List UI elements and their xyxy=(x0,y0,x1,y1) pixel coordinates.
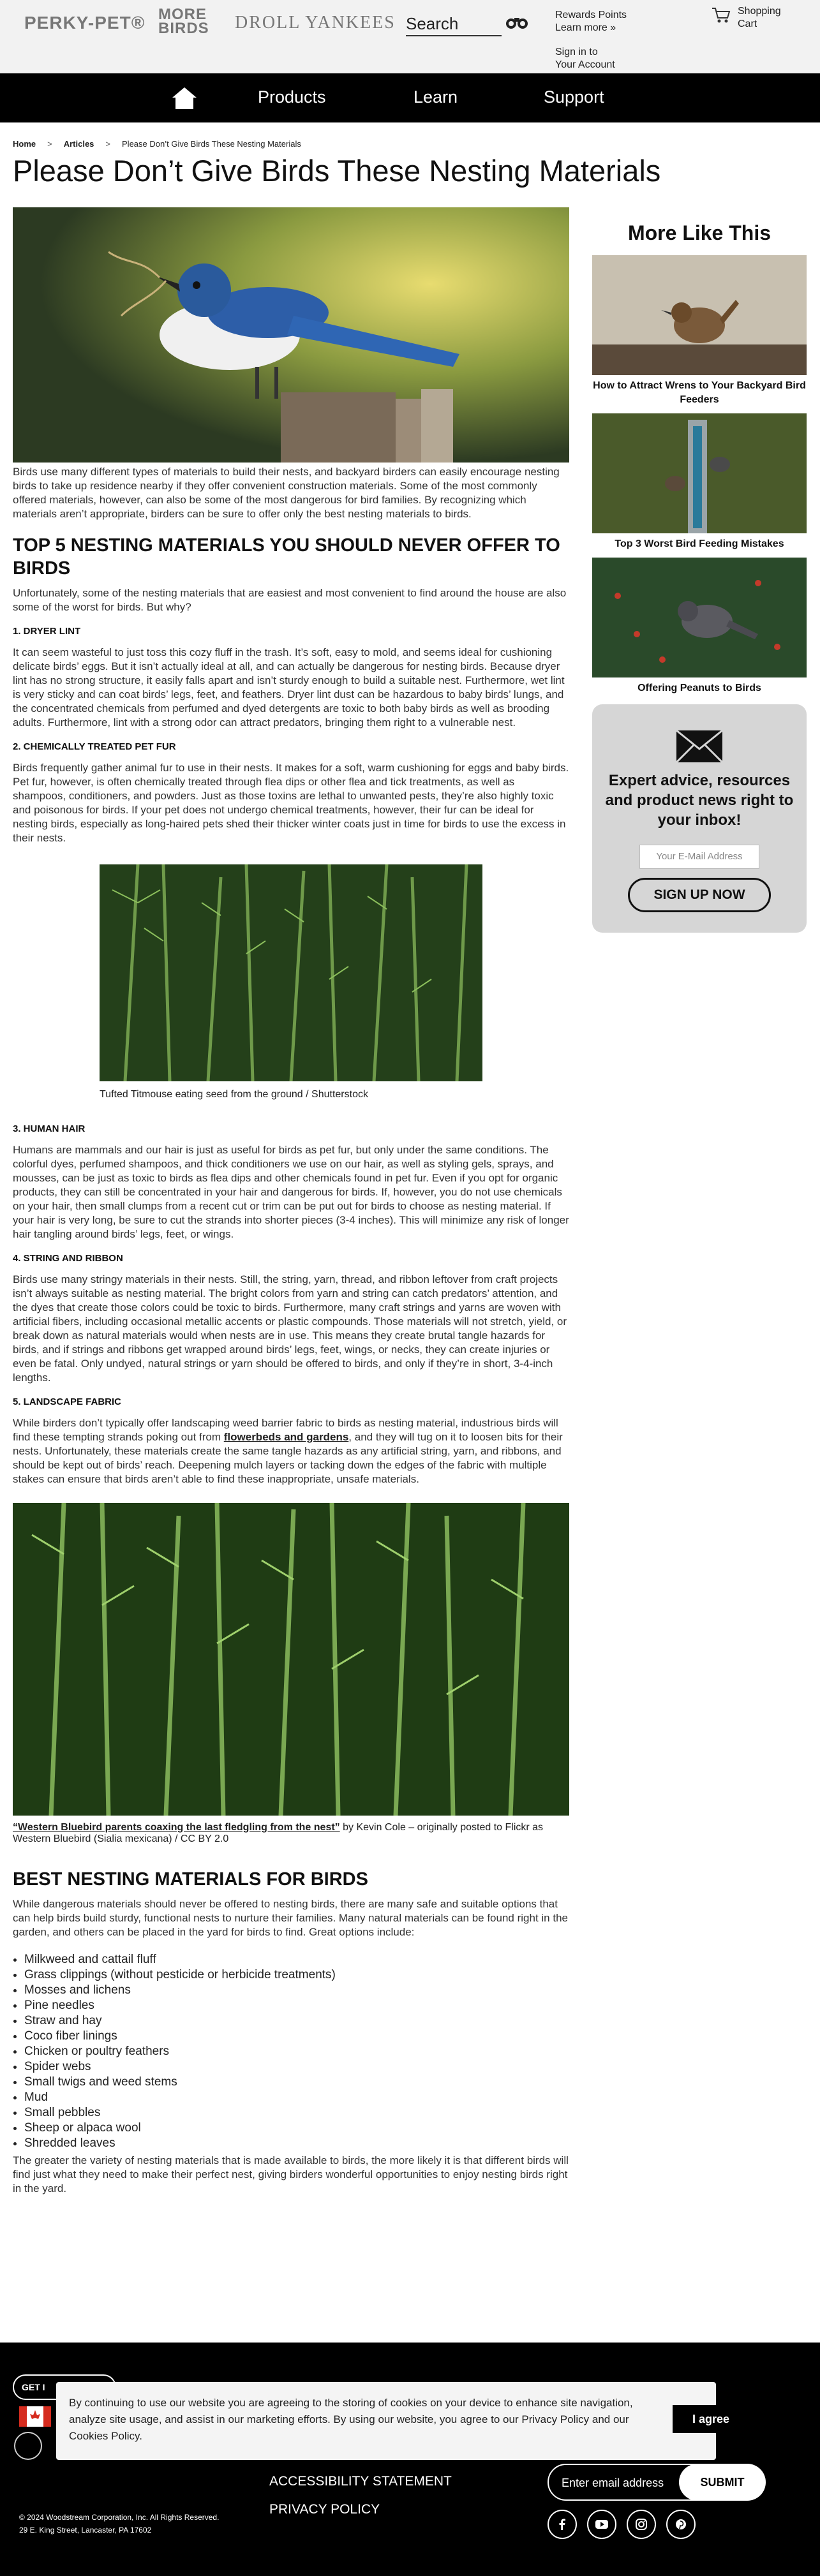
breadcrumb-articles[interactable]: Articles xyxy=(63,139,94,149)
figure-rosemary-small xyxy=(100,864,482,1100)
canada-flag-icon[interactable] xyxy=(19,2406,51,2427)
perky-pet-logo[interactable]: PERKY-PET® xyxy=(24,13,145,33)
nav-products[interactable]: Products xyxy=(258,87,326,107)
list-item: • Chicken or poultry feathers xyxy=(24,2044,569,2059)
copyright xyxy=(19,2511,219,2536)
list-item: • Pine needles xyxy=(24,1998,569,2013)
newsletter-message: Expert advice, resources and product news right to your inbox! xyxy=(605,772,794,829)
figure-caption: Tufted Titmouse eating seed from the ground / Shutterstock xyxy=(100,1089,368,1100)
cart-icon xyxy=(711,6,731,24)
human-hair-heading: 3. HUMAN HAIR xyxy=(13,1123,86,1134)
sign-in-label: Sign in to xyxy=(555,47,598,57)
caption-credit: by Kevin Cole – originally posted to Flickr as Western Bluebird (Sialia mexicana) / CC BY 2.0 xyxy=(13,1822,544,1844)
cart-label-2: Cart xyxy=(738,19,757,29)
list-item: • Mosses and lichens xyxy=(24,1983,569,1998)
binoculars-icon[interactable] xyxy=(505,14,528,31)
card-caption[interactable]: Offering Peanuts to Birds xyxy=(637,683,761,693)
more-birds-logo[interactable]: MORE BIRDS xyxy=(158,6,209,37)
footer-email-input[interactable]: Enter email address xyxy=(548,2464,704,2501)
list-item: • Small twigs and weed stems xyxy=(24,2075,569,2090)
top-header xyxy=(0,0,820,73)
section-heading-best: BEST NESTING MATERIALS FOR BIRDS xyxy=(13,1869,368,1890)
pet-fur-text: Birds frequently gather animal fur to use in their nests. It makes for a soft, warm cushioning for eggs and baby birds. Pet fur, however, is often chemically treated through flea dips or other flea and tick treatments, as well as shampoos, conditioners, and powders. Just as those toxins are lethal to unwanted pests, they’re also highly toxic and poisonous for birds. If your pet does not undergo chemical treatments, however, their fur can be ideal for nesting birds, especially as long-haired pets shed their thicker winter coats just in time for birds to use the excess in their nests. xyxy=(13,762,569,844)
peanut-bird-image xyxy=(592,558,807,677)
card-caption[interactable]: Top 3 Worst Bird Feeding Mistakes xyxy=(615,538,784,549)
list-item: • Small pebbles xyxy=(24,2105,569,2121)
shopping-cart-link[interactable] xyxy=(711,5,781,31)
youtube-icon[interactable] xyxy=(587,2510,616,2539)
accessibility-icon[interactable] xyxy=(14,2432,42,2460)
learn-more-link[interactable]: Learn more » xyxy=(555,22,616,33)
rewards-links xyxy=(555,9,627,34)
breadcrumb-sep: > xyxy=(47,139,52,149)
copyright-line: © 2024 Woodstream Corporation, Inc. All Rights Reserved. xyxy=(19,2513,220,2522)
list-item: • Mud xyxy=(24,2090,569,2105)
sidebar-heading: More Like This xyxy=(627,221,772,244)
best-intro: While dangerous materials should never be offered to nesting birds, there are many safe and suitable options that can help birds build sturdy, functional nests to nurture their families. Many natural materials can be found right in the garden, and others can be placed in the yard for birds to find. Great options include: xyxy=(13,1898,568,1938)
list-item: • Sheep or alpaca wool xyxy=(24,2121,569,2136)
list-item: • Shredded leaves xyxy=(24,2136,569,2151)
landscape-text-a: While birders don’t typically offer landscaping weed barrier fabric to birds as nesting material, industrious birds will find these tempting strands poking out from xyxy=(13,1417,558,1443)
card-caption[interactable]: How to Attract Wrens to Your Backyard Bird Feeders xyxy=(593,380,806,405)
human-hair-text: Humans are mammals and our hair is just as useful for birds as pet fur, but only under the same conditions. The colorful dyes, perfumed shampoos, and thick conditioners we use on our hair, as well as styling gels, sprays, and mousses, can be just as toxic to birds as flea dips and other chemicals found in pet fur. Even if you opt for organic products, they can still be concentrated in your hair and dangerous for birds. If, however, you do not use chemicals on your hair, then small clumps from a recent cut or trim can be put out for birds to choose as nesting material. If your hair is very long, be sure to cut the strands into shorter pieces (3-4 inches). This will minimize any risk of longer hair tangling around birds’ legs, feet, or wings. xyxy=(13,1144,569,1240)
list-item: • Spider webs xyxy=(24,2059,569,2075)
dryer-lint-text: It can seem wasteful to just toss this cozy fluff in the trash. It’s soft, easy to mold, and seems ideal for cushioning delicate birds’ eggs. But it isn’t actually ideal at all, and can actually be dangerous for nesting birds. Because dryer lint has no strong structure, it easily falls apart and isn’t sturdy enough to build a suitable nest. Furthermore, wet lint is very sticky and can coat birds’ legs, feet, and feathers. Dryer lint dust can be hazardous to baby birds’ lungs, and the concentrated chemicals from perfumed and dyed detergents are toxic to both baby birds as well as brooding adults. Furthermore, lint with a strong odor can attract predators, bringing them right to a vulnerable nest. xyxy=(13,646,565,729)
wren-image xyxy=(592,255,807,375)
landscape-fabric-heading: 5. LANDSCAPE FABRIC xyxy=(13,1396,122,1407)
list-item: • Straw and hay xyxy=(24,2013,569,2029)
dryer-lint-heading: 1. DRYER LINT xyxy=(13,626,81,637)
bluebird-photo-link[interactable]: “Western Bluebird parents coaxing the last fledgling from the nest” xyxy=(13,1822,340,1833)
privacy-link[interactable]: PRIVACY POLICY xyxy=(269,2502,380,2517)
hero-image-bluejay xyxy=(13,207,569,463)
signup-button[interactable]: SIGN UP NOW xyxy=(628,878,771,912)
bluejay-illustration xyxy=(13,207,569,463)
cart-label-1: Shopping xyxy=(738,6,781,17)
envelope-icon xyxy=(676,730,723,763)
home-icon[interactable] xyxy=(171,86,198,110)
list-item: • Coco fiber linings xyxy=(24,2029,569,2044)
facebook-icon[interactable] xyxy=(548,2510,577,2539)
rosemary-image xyxy=(100,864,482,1081)
newsletter-email-field[interactable]: Your E-Mail Address xyxy=(639,845,759,869)
page-title: Please Don’t Give Birds These Nesting Materials xyxy=(13,154,661,188)
flowerbeds-gardens-link[interactable]: flowerbeds and gardens xyxy=(223,1431,349,1443)
footer-links xyxy=(269,2468,452,2524)
droll-yankees-logo[interactable]: DROLL YANKEES xyxy=(235,13,396,33)
closing-paragraph: The greater the variety of nesting materials that is made available to birds, the more likely it is that different birds will find just what they need to make their perfect nest, giving birders wonderful opportunities to enjoy nesting birds right in the yard. xyxy=(13,2154,569,2195)
nav-learn[interactable]: Learn xyxy=(414,87,458,107)
string-ribbon-heading: 4. STRING AND RIBBON xyxy=(13,1253,123,1264)
get-in-touch-button[interactable]: GET I xyxy=(13,2374,116,2400)
rewards-points-link[interactable]: Rewards Points xyxy=(555,10,627,20)
accessibility-link[interactable]: ACCESSIBILITY STATEMENT xyxy=(269,2474,452,2489)
list-item: • Grass clippings (without pesticide or herbicide treatments) xyxy=(24,1967,569,1983)
landscape-fabric-text xyxy=(13,1416,569,1486)
best-materials-list xyxy=(24,1952,569,2151)
instagram-icon[interactable] xyxy=(627,2510,656,2539)
main-nav xyxy=(0,73,820,122)
pet-fur-heading: 2. CHEMICALLY TREATED PET FUR xyxy=(13,741,176,752)
feeder-image xyxy=(592,413,807,533)
section-heading-top5: TOP 5 NESTING MATERIALS YOU SHOULD NEVER OFFER TO BIRDS xyxy=(13,535,560,579)
rosemary-large-image xyxy=(13,1503,569,1816)
string-ribbon-text: Birds use many stringy materials in their nests. Still, the string, yarn, thread, and ribbon leftover from craft projects isn’t always suitable as nesting material. The bright colors from yarn and string can catch predators’ attention, and the dyes that create those colors could be toxic to birds. Furthermore, many craft strings and yarns are woven with artificial fibers, including occasional metallic accents or plastic compounds. Those materials will not stretch, yield, or break down as natural materials would when nests are in use. This means they create brutal tangle hazards for birds, and if strings and ribbons get wrapped around birds’ legs, feet, wings, or necks, they can create injuries or even be fatal. Only undyed, natural strings or yarn should be offered to birds, and only if they’re in short, 3-4-inch lengths. xyxy=(13,1273,567,1384)
sign-in-link[interactable] xyxy=(555,46,615,71)
article-body xyxy=(13,207,569,2196)
landscape-text-b: , and they will tug on it to loosen bits for their nests. Unfortunately, these materials create the same tangle hazards as any artificial string, yarn, and ribbons, and should be kept out of birds’ reach. Deepening mulch layers or tacking down the edges of the fabric with multiple stakes can ensure that birds aren’t able to find these inappropriate, unsafe materials. xyxy=(13,1431,563,1485)
top5-intro: Unfortunately, some of the nesting materials that are easiest and most convenient to find around the house are also some of the worst for birds. But why? xyxy=(13,587,567,613)
breadcrumb xyxy=(13,139,301,149)
list-item: • Milkweed and cattail fluff xyxy=(24,1952,569,1967)
address-line: 29 E. King Street, Lancaster, PA 17602 xyxy=(19,2526,152,2535)
breadcrumb-home[interactable]: Home xyxy=(13,139,36,149)
figure-caption-2 xyxy=(13,1822,569,1845)
sidebar xyxy=(592,207,807,933)
account-label: Your Account xyxy=(555,59,615,70)
cookie-text: By continuing to use our website you are agreeing to the storing of cookies on your device to enhance site navigation, analyze site usage, and assist in our marketing efforts. By using our website, you agree to our Privacy Policy and our Cookies Policy. xyxy=(69,2397,633,2442)
footer-submit-button[interactable]: SUBMIT xyxy=(679,2464,766,2501)
search-input[interactable]: Search xyxy=(406,14,502,36)
cookie-banner xyxy=(56,2382,730,2460)
related-article-card[interactable] xyxy=(592,413,807,551)
nav-support[interactable]: Support xyxy=(544,87,604,107)
breadcrumb-sep: > xyxy=(105,139,111,149)
intro-paragraph: Birds use many different types of materials to build their nests, and backyard birders can easily encourage nesting birds to take up residence nearby if they offer convenient construction materials. Some of the most commonly offered materials, however, can also be some of the most dangerous for bird families. By recognizing which materials aren’t appropriate, birders can be sure to offer only the best nesting materials to birds. xyxy=(13,466,560,520)
related-article-card[interactable] xyxy=(592,558,807,695)
breadcrumb-current: Please Don’t Give Birds These Nesting Materials xyxy=(122,139,301,149)
pinterest-icon[interactable] xyxy=(666,2510,696,2539)
related-article-card[interactable] xyxy=(592,255,807,407)
newsletter-box xyxy=(592,704,807,933)
cookie-agree-button[interactable]: I agree xyxy=(673,2405,749,2433)
